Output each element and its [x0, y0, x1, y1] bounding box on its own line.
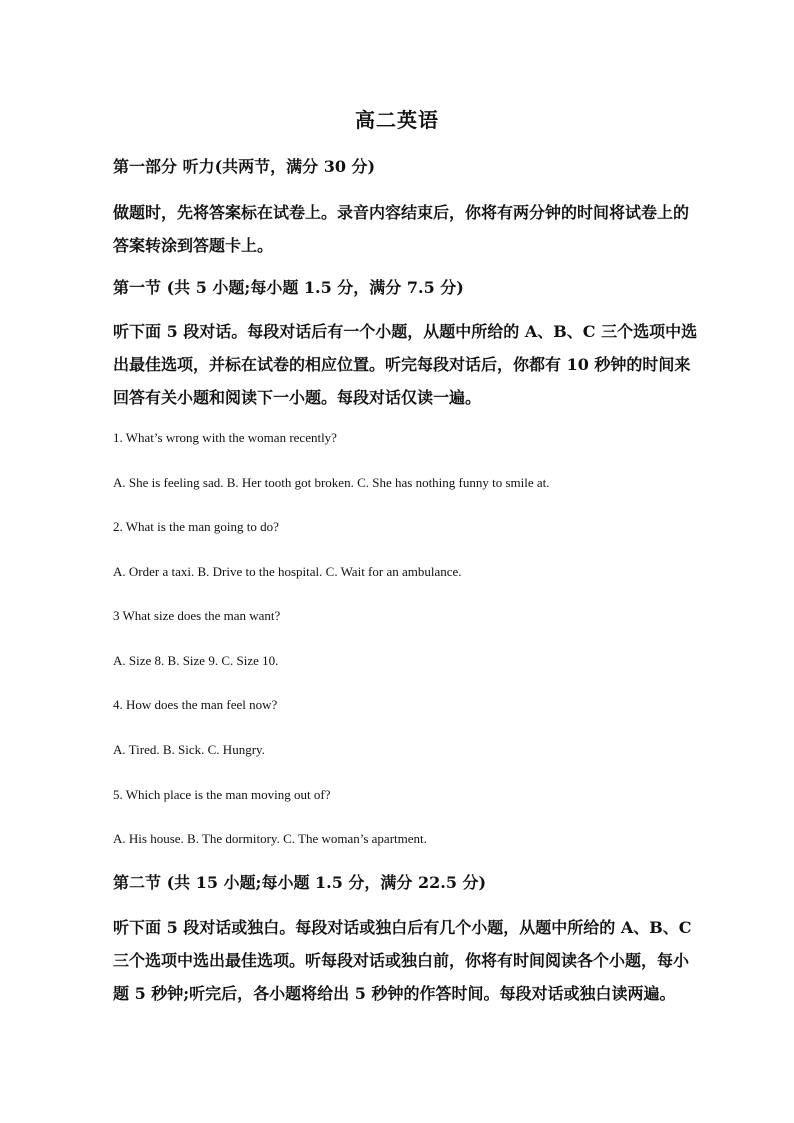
question-3-options: A. Size 8. B. Size 9. C. Size 10.	[113, 653, 279, 668]
page-title: 高二英语	[355, 108, 439, 132]
section2-heading: 第二节 (共 15 小题;每小题 1.5 分，满分 22.5 分)	[113, 873, 487, 892]
question-2: 2. What is the man going to do?	[113, 519, 279, 534]
question-1: 1. What’s wrong with the woman recently?	[113, 430, 337, 445]
question-5: 5. Which place is the man moving out of?	[113, 787, 331, 802]
section1-heading: 第一节 (共 5 小题;每小题 1.5 分，满分 7.5 分)	[113, 278, 464, 297]
section2-instruction: 听下面 5 段对话或独白。每段对话或独白后有几个小题，从题中所给的 A、B、C 三个选项中选出最佳选项。听每段对话或独白前，你将有时间阅读各个小题，每小题 5 秒钟;听完后，各小题将给出 5 秒钟的作答时间。每段对话或独白读两遍。	[113, 918, 692, 1003]
question-1-options: A. She is feeling sad. B. Her tooth got broken. C. She has nothing funny to smile at.	[113, 475, 550, 490]
part1-instruction: 做题时，先将答案标在试卷上。录音内容结束后，你将有两分钟的时间将试卷上的答案转涂到答题卡上。	[113, 203, 690, 255]
section1-instruction: 听下面 5 段对话。每段对话后有一个小题，从题中所给的 A、B、C 三个选项中选出最佳选项，并标在试卷的相应位置。听完每段对话后，你都有 10 秒钟的时间来回答有关小题和阅读下一小题。每段对话仅读一遍。	[113, 322, 698, 407]
question-4: 4. How does the man feel now?	[113, 697, 278, 712]
part1-heading: 第一部分 听力(共两节，满分 30 分)	[113, 157, 376, 176]
question-4-options: A. Tired. B. Sick. C. Hungry.	[113, 742, 265, 757]
question-5-options: A. His house. B. The dormitory. C. The woman’s apartment.	[113, 831, 427, 846]
question-3: 3 What size does the man want?	[113, 608, 281, 623]
question-2-options: A. Order a taxi. B. Drive to the hospital. C. Wait for an ambulance.	[113, 564, 462, 579]
